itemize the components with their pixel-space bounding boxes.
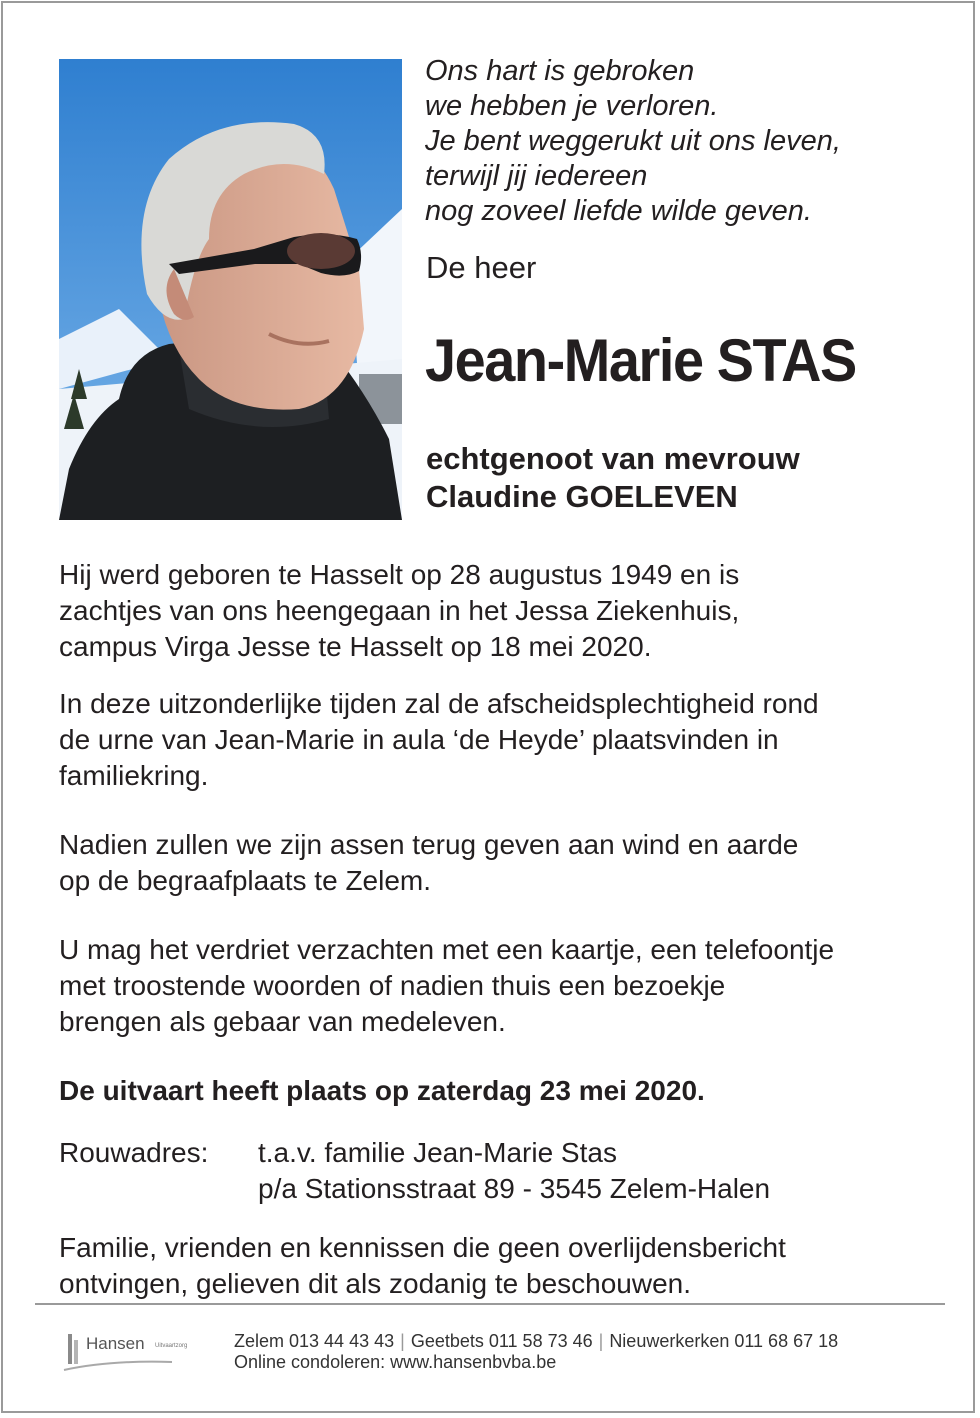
logo-wordmark: Hansen [86,1334,145,1353]
poem-line: nog zoveel liefde wilde geven. [425,195,812,227]
text-line: de urne van Jean-Marie in aula ‘de Heyde’ plaatsvinden in [59,724,779,755]
address-line: p/a Stationsstraat 89 - 3545 Zelem-Halen [258,1173,771,1204]
poem-line: Je bent weggerukt uit ons leven, [425,125,841,157]
ceremony-paragraph [59,686,939,794]
address-line: t.a.v. familie Jean-Marie Stas [258,1137,617,1168]
honorific: De heer [426,250,537,285]
phone-numbers [234,1331,838,1352]
text-line: familiekring. [59,760,209,791]
spouse-line: Claudine GOELEVEN [426,479,738,514]
text-line: brengen als gebaar van medeleven. [59,1006,506,1037]
poem-line: we hebben je verloren. [425,90,719,122]
text-line: De uitvaart heeft plaats op zaterdag 23 mei 2020. [59,1075,705,1106]
text-line: Familie, vrienden en kennissen die geen overlijdensbericht [59,1232,786,1263]
poem-line: terwijl jij iedereen [425,160,648,192]
text-line: Nadien zullen we zijn assen terug geven aan wind en aarde [59,829,799,860]
memorial-poem [425,54,945,229]
text-line: Hij werd geboren te Hasselt op 28 augustus 1949 en is [59,559,740,590]
closing-paragraph [59,1230,939,1302]
text-line: campus Virga Jesse te Hasselt op 18 mei 2020. [59,631,652,662]
condolence-paragraph [59,932,939,1040]
hansen-logo [60,1330,200,1380]
birth-death-paragraph [59,557,939,665]
logo-subtitle: Uitvaartzorg [155,1343,188,1349]
ashes-paragraph [59,827,939,899]
phone-nieuwerkerken: Nieuwerkerken 011 68 67 18 [609,1331,839,1351]
text-line: ontvingen, gelieven dit als zodanig te beschouwen. [59,1268,691,1299]
text-line: op de begraafplaats te Zelem. [59,865,432,896]
phone-geetbets: Geetbets 011 58 73 46 [410,1331,593,1351]
funeral-date [59,1073,939,1109]
text-line: met troostende woorden of nadien thuis een bezoekje [59,970,726,1001]
text-line: U mag het verdriet verzachten met een kaartje, een telefoontje [59,934,835,965]
footer-contacts [234,1331,838,1373]
address-label: Rouwadres: [59,1137,209,1168]
text-line: zachtjes van ons heengegaan in het Jessa Ziekenhuis, [59,595,740,626]
separator: | [400,1331,405,1351]
spouse-line: echtgenoot van mevrouw [426,441,800,476]
portrait-photo [59,59,402,520]
address-lines [258,1135,770,1207]
text-line: In deze uitzonderlijke tijden zal de afscheidsplechtigheid rond [59,688,819,719]
spouse-info [426,440,800,516]
online-condolence: Online condoleren: www.hansenbvba.be [234,1352,557,1372]
phone-zelem: Zelem 013 44 43 43 [234,1331,395,1351]
footer-divider [35,1303,945,1305]
poem-line: Ons hart is gebroken [425,55,695,87]
separator: | [598,1331,604,1351]
deceased-name: Jean-Marie STAS [425,327,856,394]
